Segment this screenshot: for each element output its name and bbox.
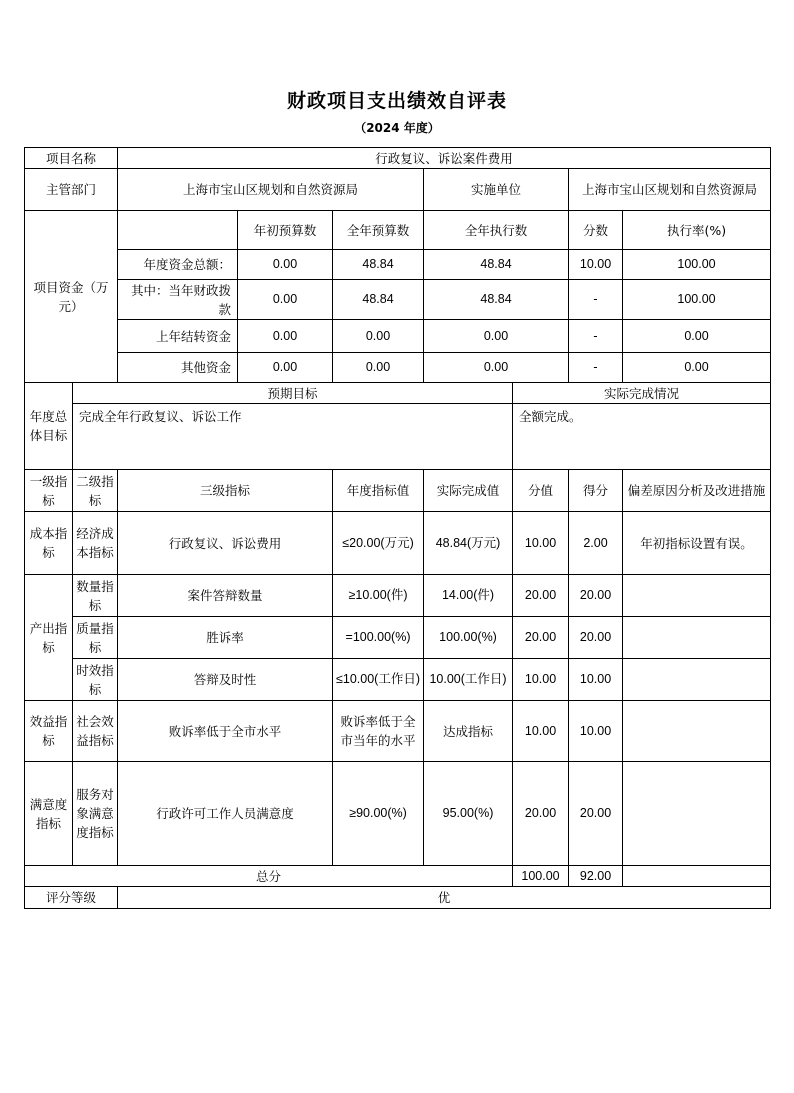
indicator-l3: 败诉率低于全市水平 — [118, 701, 333, 762]
funds-score: 10.00 — [569, 250, 623, 280]
rating-row — [25, 887, 771, 909]
indicator-score: 20.00 — [569, 617, 623, 659]
funds-exec: 48.84 — [424, 250, 569, 280]
indicator-score: 20.00 — [569, 762, 623, 866]
goals-expected-label: 预期目标 — [73, 383, 513, 404]
department-row — [25, 169, 771, 211]
funds-init: 0.00 — [238, 320, 333, 353]
page-title: 财政项目支出绩效自评表 — [286, 90, 507, 112]
indicator-target: ≥10.00(件) — [333, 575, 424, 617]
funds-header-score: 分数 — [569, 211, 623, 250]
funds-annual: 48.84 — [333, 280, 424, 320]
funds-init: 0.00 — [238, 250, 333, 280]
indicator-actual: 100.00(%) — [424, 617, 513, 659]
funds-row — [25, 250, 771, 280]
funds-header-rate: 执行率(%) — [623, 211, 771, 250]
indicator-l3: 案件答辩数量 — [118, 575, 333, 617]
goals-expected: 完成全年行政复议、诉讼工作 — [73, 404, 513, 470]
indicator-header-row — [25, 470, 771, 512]
indicator-l1: 满意度指标 — [25, 762, 73, 866]
indicator-l2: 时效指标 — [73, 659, 118, 701]
funds-exec: 48.84 — [424, 280, 569, 320]
goals-label: 年度总体目标 — [25, 383, 73, 470]
indicator-note — [623, 762, 771, 866]
indicator-row — [25, 512, 771, 575]
total-score: 92.00 — [569, 866, 623, 887]
indicator-actual: 48.84(万元) — [424, 512, 513, 575]
total-weight: 100.00 — [513, 866, 569, 887]
funds-init: 0.00 — [238, 353, 333, 383]
indicator-l1: 成本指标 — [25, 512, 73, 575]
indicator-weight: 20.00 — [513, 762, 569, 866]
funds-annual: 48.84 — [333, 250, 424, 280]
project-name-value: 行政复议、诉讼案件费用 — [118, 148, 771, 169]
evaluation-table — [24, 147, 771, 909]
funds-rate: 100.00 — [623, 250, 771, 280]
indicator-actual: 14.00(件) — [424, 575, 513, 617]
indicator-note — [623, 617, 771, 659]
indicator-weight: 10.00 — [513, 659, 569, 701]
indicator-target: ≤10.00(工作日) — [333, 659, 424, 701]
indicator-actual: 10.00(工作日) — [424, 659, 513, 701]
funds-rate: 100.00 — [623, 280, 771, 320]
indicator-score: 20.00 — [569, 575, 623, 617]
indicator-note — [623, 701, 771, 762]
indicator-weight: 20.00 — [513, 617, 569, 659]
header-target: 年度指标值 — [333, 470, 424, 512]
funds-row — [25, 353, 771, 383]
indicator-l2: 质量指标 — [73, 617, 118, 659]
indicator-weight: 10.00 — [513, 701, 569, 762]
indicator-actual: 95.00(%) — [424, 762, 513, 866]
indicator-note — [623, 659, 771, 701]
funds-rate: 0.00 — [623, 353, 771, 383]
rating-label: 评分等级 — [25, 887, 118, 909]
indicator-l3: 行政许可工作人员满意度 — [118, 762, 333, 866]
indicator-weight: 10.00 — [513, 512, 569, 575]
indicator-score: 2.00 — [569, 512, 623, 575]
indicator-l3: 行政复议、诉讼费用 — [118, 512, 333, 575]
project-name-row — [25, 148, 771, 169]
goals-header-row — [25, 383, 771, 404]
indicator-l2: 经济成本指标 — [73, 512, 118, 575]
indicator-l2: 服务对象满意度指标 — [73, 762, 118, 866]
funds-annual: 0.00 — [333, 353, 424, 383]
header-weight: 分值 — [513, 470, 569, 512]
indicator-target: 败诉率低于全市当年的水平 — [333, 701, 424, 762]
indicator-l2: 数量指标 — [73, 575, 118, 617]
funds-row — [25, 320, 771, 353]
indicator-target: ≤20.00(万元) — [333, 512, 424, 575]
indicator-score: 10.00 — [569, 701, 623, 762]
indicator-l3: 答辩及时性 — [118, 659, 333, 701]
header-note: 偏差原因分析及改进措施 — [623, 470, 771, 512]
funds-init: 0.00 — [238, 280, 333, 320]
header-l1: 一级指标 — [25, 470, 73, 512]
indicator-row — [25, 617, 771, 659]
goals-actual: 全额完成。 — [513, 404, 771, 470]
dept-value: 上海市宝山区规划和自然资源局 — [118, 169, 424, 211]
indicator-note — [623, 575, 771, 617]
indicator-row — [25, 701, 771, 762]
dept-label: 主管部门 — [25, 169, 118, 211]
funds-score: - — [569, 280, 623, 320]
funds-header-exec: 全年执行数 — [424, 211, 569, 250]
impl-label: 实施单位 — [424, 169, 569, 211]
indicator-score: 10.00 — [569, 659, 623, 701]
funds-row-label: 年度资金总额： — [118, 250, 238, 280]
funds-row-label: 其他资金 — [118, 353, 238, 383]
funds-header-row — [25, 211, 771, 250]
indicator-target: =100.00(%) — [333, 617, 424, 659]
indicator-note: 年初指标设置有误。 — [623, 512, 771, 575]
funds-header-annual: 全年预算数 — [333, 211, 424, 250]
page-subtitle: （2024 年度） — [354, 121, 440, 135]
indicator-row — [25, 762, 771, 866]
indicator-l1: 产出指标 — [25, 575, 73, 701]
funds-annual: 0.00 — [333, 320, 424, 353]
funds-rate: 0.00 — [623, 320, 771, 353]
funds-score: - — [569, 320, 623, 353]
indicator-actual: 达成指标 — [424, 701, 513, 762]
rating-value: 优 — [118, 887, 771, 909]
indicator-row — [25, 575, 771, 617]
header-l3: 三级指标 — [118, 470, 333, 512]
funds-row — [25, 280, 771, 320]
header-score: 得分 — [569, 470, 623, 512]
total-note — [623, 866, 771, 887]
funds-exec: 0.00 — [424, 320, 569, 353]
total-label: 总分 — [25, 866, 513, 887]
total-row — [25, 866, 771, 887]
funds-header-blank — [118, 211, 238, 250]
indicator-row — [25, 659, 771, 701]
funds-header-init: 年初预算数 — [238, 211, 333, 250]
funds-exec: 0.00 — [424, 353, 569, 383]
indicator-target: ≥90.00(%) — [333, 762, 424, 866]
header-actual: 实际完成值 — [424, 470, 513, 512]
funds-row-label: 上年结转资金 — [118, 320, 238, 353]
funds-score: - — [569, 353, 623, 383]
indicator-l3: 胜诉率 — [118, 617, 333, 659]
project-name-label: 项目名称 — [25, 148, 118, 169]
funds-row-label: 其中：当年财政拨款 — [118, 280, 238, 320]
impl-value: 上海市宝山区规划和自然资源局 — [569, 169, 771, 211]
goals-content-row — [25, 404, 771, 470]
indicator-l2: 社会效益指标 — [73, 701, 118, 762]
header-l2: 二级指标 — [73, 470, 118, 512]
funds-label: 项目资金（万元） — [25, 211, 118, 383]
indicator-l1: 效益指标 — [25, 701, 73, 762]
goals-actual-label: 实际完成情况 — [513, 383, 771, 404]
indicator-weight: 20.00 — [513, 575, 569, 617]
